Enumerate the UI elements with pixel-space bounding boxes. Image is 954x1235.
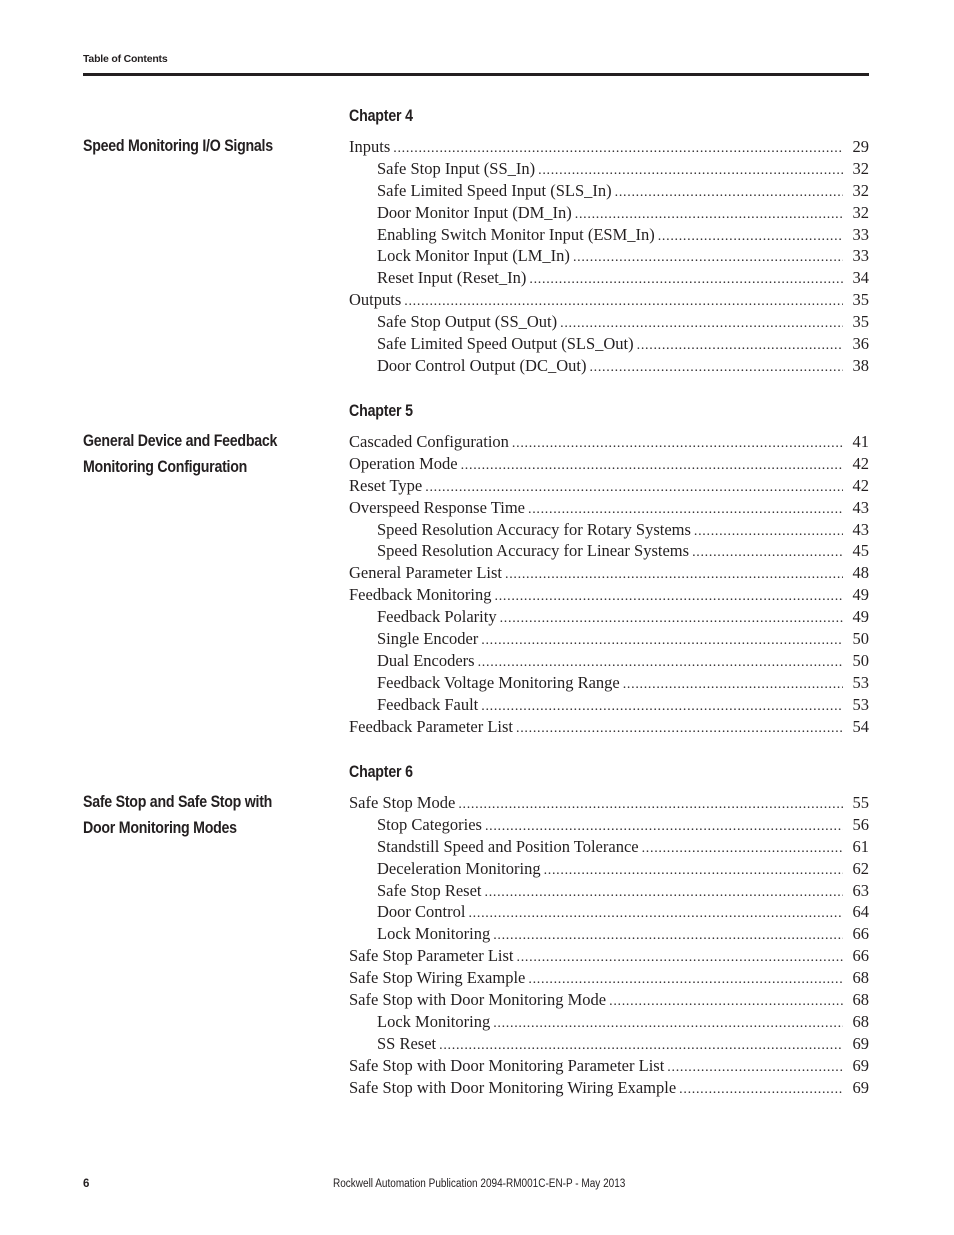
toc-entry-title: Feedback Voltage Monitoring Range — [377, 672, 620, 692]
toc-entry[interactable] — [349, 202, 869, 224]
dot-leader — [679, 1079, 843, 1099]
dot-leader — [575, 204, 843, 224]
toc-entry[interactable] — [349, 431, 869, 453]
toc-entry-list — [349, 136, 869, 377]
dot-leader — [485, 882, 844, 902]
toc-entry[interactable] — [349, 1011, 869, 1033]
toc-entry-page: 62 — [852, 858, 869, 878]
toc-entry-page: 54 — [852, 716, 869, 736]
toc-entry-title: Safe Stop Reset — [377, 880, 482, 900]
dot-leader — [425, 477, 843, 497]
dot-leader — [529, 269, 843, 289]
toc-entry[interactable] — [349, 158, 869, 180]
dot-leader — [538, 160, 843, 180]
dot-leader — [495, 586, 843, 606]
toc-entry-page: 33 — [852, 224, 869, 244]
toc-entry[interactable] — [349, 650, 869, 672]
toc-entry-page: 69 — [852, 1033, 869, 1053]
toc-entry-title: Safe Stop Parameter List — [349, 946, 514, 966]
chapter-section-title — [83, 428, 307, 480]
toc-entry[interactable] — [349, 475, 869, 497]
dot-leader — [512, 433, 843, 453]
toc-entry-title: Single Encoder — [377, 629, 479, 649]
dot-leader — [544, 860, 843, 880]
toc-entry-title: Lock Monitoring — [377, 1011, 491, 1031]
toc-entry[interactable] — [349, 355, 869, 377]
toc-entry[interactable] — [349, 562, 869, 584]
toc-entry[interactable] — [349, 901, 869, 923]
toc-entry-title: Safe Stop with Door Monitoring Mode — [349, 990, 607, 1010]
toc-entry-title: Safe Stop Input (SS_In) — [377, 158, 536, 178]
toc-entry-page: 64 — [852, 902, 869, 922]
dot-leader — [667, 1057, 843, 1077]
toc-entry-page: 66 — [852, 924, 869, 944]
toc-entry-page: 68 — [852, 1011, 869, 1031]
toc-entry-title: General Parameter List — [349, 563, 503, 583]
toc-entry-page: 69 — [852, 1055, 869, 1075]
toc-entry-title: Safe Stop with Door Monitoring Wiring Example — [349, 1077, 677, 1097]
toc-entry-title: Feedback Parameter List — [349, 716, 514, 736]
chapter-section-title — [83, 133, 307, 159]
toc-entry[interactable] — [349, 136, 869, 158]
toc-entry[interactable] — [349, 716, 869, 738]
footer-publication: Rockwell Automation Publication 2094-RM001C-EN-P - May 2013 — [333, 1178, 626, 1190]
dot-leader — [461, 455, 843, 475]
toc-entry[interactable] — [349, 1033, 869, 1055]
toc-entry-page: 29 — [852, 137, 869, 156]
toc-entry-title: Standstill Speed and Position Tolerance — [377, 836, 639, 856]
toc-entry-page: 69 — [852, 1077, 869, 1097]
toc-entry[interactable] — [349, 584, 869, 606]
toc-entry-page: 49 — [852, 607, 869, 627]
chapter-heading: Chapter 6 — [349, 763, 413, 781]
dot-leader — [393, 138, 843, 158]
toc-entry-page: 34 — [852, 268, 869, 288]
toc-entry[interactable] — [349, 245, 869, 267]
toc-entry-title: Feedback Monitoring — [349, 585, 492, 605]
dot-leader — [481, 696, 843, 716]
toc-entry-page: 53 — [852, 694, 869, 714]
dot-leader — [404, 291, 843, 311]
header-rule — [83, 73, 869, 76]
chapter-heading: Chapter 5 — [349, 402, 413, 420]
toc-entry[interactable] — [349, 792, 869, 814]
toc-entry[interactable] — [349, 453, 869, 475]
toc-entry[interactable] — [349, 1077, 869, 1099]
toc-entry-title: Safe Stop Mode — [349, 793, 456, 812]
dot-leader — [623, 674, 843, 694]
toc-entry-title: Door Control — [377, 902, 466, 922]
toc-entry-title: Cascaded Configuration — [349, 432, 509, 451]
toc-entry[interactable] — [349, 672, 869, 694]
toc-entry[interactable] — [349, 945, 869, 967]
toc-entry[interactable] — [349, 180, 869, 202]
dot-leader — [609, 991, 843, 1011]
dot-leader — [528, 499, 843, 519]
toc-entry-title: SS Reset — [377, 1033, 437, 1053]
toc-entry-page: 50 — [852, 629, 869, 649]
chapter-section-title — [83, 789, 307, 841]
toc-entry-title: Door Control Output (DC_Out) — [377, 355, 587, 375]
toc-entry[interactable] — [349, 289, 869, 311]
toc-entry-page: 63 — [852, 880, 869, 900]
footer-page-number: 6 — [83, 1178, 90, 1190]
toc-entry-page: 32 — [852, 180, 869, 200]
toc-entry-page: 53 — [852, 672, 869, 692]
toc-entry-title: Enabling Switch Monitor Input (ESM_In) — [377, 224, 655, 244]
dot-leader — [517, 947, 843, 967]
toc-entry-title: Safe Stop with Door Monitoring Parameter List — [349, 1055, 665, 1075]
dot-leader — [500, 608, 843, 628]
toc-entry[interactable] — [349, 880, 869, 902]
toc-entry[interactable] — [349, 989, 869, 1011]
toc-entry-page: 32 — [852, 202, 869, 222]
toc-entry-page: 41 — [852, 432, 869, 451]
toc-entry-page: 42 — [852, 475, 869, 495]
toc-entry-page: 68 — [852, 990, 869, 1010]
toc-entry-page: 68 — [852, 968, 869, 988]
section-title-line: Speed Monitoring I/O Signals — [83, 137, 273, 155]
dot-leader — [439, 1035, 843, 1055]
toc-entry[interactable] — [349, 540, 869, 562]
section-title-line: General Device and Feedback — [83, 432, 278, 450]
toc-entry[interactable] — [349, 606, 869, 628]
chapter-heading: Chapter 4 — [349, 107, 413, 125]
toc-entry-page: 49 — [852, 585, 869, 605]
toc-entry-page: 50 — [852, 650, 869, 670]
toc-entry-title: Reset Input (Reset_In) — [377, 268, 527, 288]
toc-entry-title: Safe Limited Speed Input (SLS_In) — [377, 180, 612, 200]
toc-entry[interactable] — [349, 628, 869, 650]
toc-entry[interactable] — [349, 694, 869, 716]
toc-entry-title: Door Monitor Input (DM_In) — [377, 202, 572, 222]
toc-entry-page: 45 — [852, 541, 869, 561]
section-title-line: Monitoring Configuration — [83, 458, 248, 476]
toc-entry[interactable] — [349, 311, 869, 333]
toc-entry-page: 33 — [852, 246, 869, 266]
toc-entry-page: 61 — [852, 836, 869, 856]
dot-leader — [694, 521, 843, 541]
toc-entry-title: Safe Stop Wiring Example — [349, 968, 526, 988]
toc-entry-page: 32 — [852, 158, 869, 178]
toc-entry[interactable] — [349, 858, 869, 880]
toc-entry-title: Reset Type — [349, 475, 423, 495]
toc-entry-page: 38 — [852, 355, 869, 375]
dot-leader — [637, 335, 843, 355]
toc-entry-title: Speed Resolution Accuracy for Rotary Systems — [377, 519, 691, 539]
dot-leader — [642, 838, 843, 858]
dot-leader — [485, 816, 843, 836]
dot-leader — [516, 718, 843, 738]
toc-entry[interactable] — [349, 497, 869, 519]
toc-entry-page: 56 — [852, 814, 869, 834]
section-title-line: Safe Stop and Safe Stop with — [83, 793, 273, 811]
toc-entry-title: Stop Categories — [377, 814, 482, 834]
toc-entry-page: 42 — [852, 453, 869, 473]
toc-entry[interactable] — [349, 836, 869, 858]
toc-entry-title: Dual Encoders — [377, 650, 475, 670]
toc-entry-title: Outputs — [349, 290, 402, 310]
toc-entry[interactable] — [349, 967, 869, 989]
toc-entry-title: Inputs — [349, 137, 391, 156]
toc-entry-list — [349, 792, 869, 1098]
dot-leader — [493, 1013, 843, 1033]
toc-entry-title: Feedback Polarity — [377, 607, 497, 627]
toc-entry-page: 48 — [852, 563, 869, 583]
dot-leader — [615, 182, 843, 202]
dot-leader — [658, 226, 843, 246]
dot-leader — [528, 969, 843, 989]
toc-entry-title: Safe Limited Speed Output (SLS_Out) — [377, 334, 634, 354]
dot-leader — [493, 925, 843, 945]
dot-leader — [573, 247, 843, 267]
dot-leader — [505, 564, 843, 584]
toc-entry-title: Lock Monitor Input (LM_In) — [377, 246, 570, 266]
toc-entry-page: 66 — [852, 946, 869, 966]
toc-entry-page: 43 — [852, 497, 869, 517]
toc-entry[interactable] — [349, 519, 869, 541]
dot-leader — [560, 313, 843, 333]
toc-entry[interactable] — [349, 1055, 869, 1077]
dot-leader — [468, 903, 843, 923]
toc-entry-page: 35 — [852, 290, 869, 310]
toc-entry-title: Feedback Fault — [377, 694, 479, 714]
dot-leader — [458, 794, 843, 814]
dot-leader — [478, 652, 843, 672]
toc-entry-title: Speed Resolution Accuracy for Linear Systems — [377, 541, 690, 561]
toc-entry[interactable] — [349, 333, 869, 355]
toc-entry-page: 55 — [852, 793, 869, 812]
dot-leader — [692, 542, 843, 562]
dot-leader — [589, 357, 843, 377]
toc-entry-title: Safe Stop Output (SS_Out) — [377, 312, 558, 332]
toc-entry[interactable] — [349, 814, 869, 836]
toc-entry-title: Deceleration Monitoring — [377, 858, 541, 878]
toc-entry-page: 43 — [852, 519, 869, 539]
running-header: Table of Contents — [83, 53, 168, 65]
toc-entry-page: 35 — [852, 312, 869, 332]
toc-entry-page: 36 — [852, 334, 869, 354]
toc-entry[interactable] — [349, 224, 869, 246]
toc-entry[interactable] — [349, 923, 869, 945]
section-title-line: Door Monitoring Modes — [83, 819, 237, 837]
toc-entry[interactable] — [349, 267, 869, 289]
toc-entry-title: Overspeed Response Time — [349, 497, 525, 517]
toc-entry-list — [349, 431, 869, 737]
toc-entry-title: Operation Mode — [349, 453, 458, 473]
toc-entry-title: Lock Monitoring — [377, 924, 491, 944]
dot-leader — [481, 630, 843, 650]
